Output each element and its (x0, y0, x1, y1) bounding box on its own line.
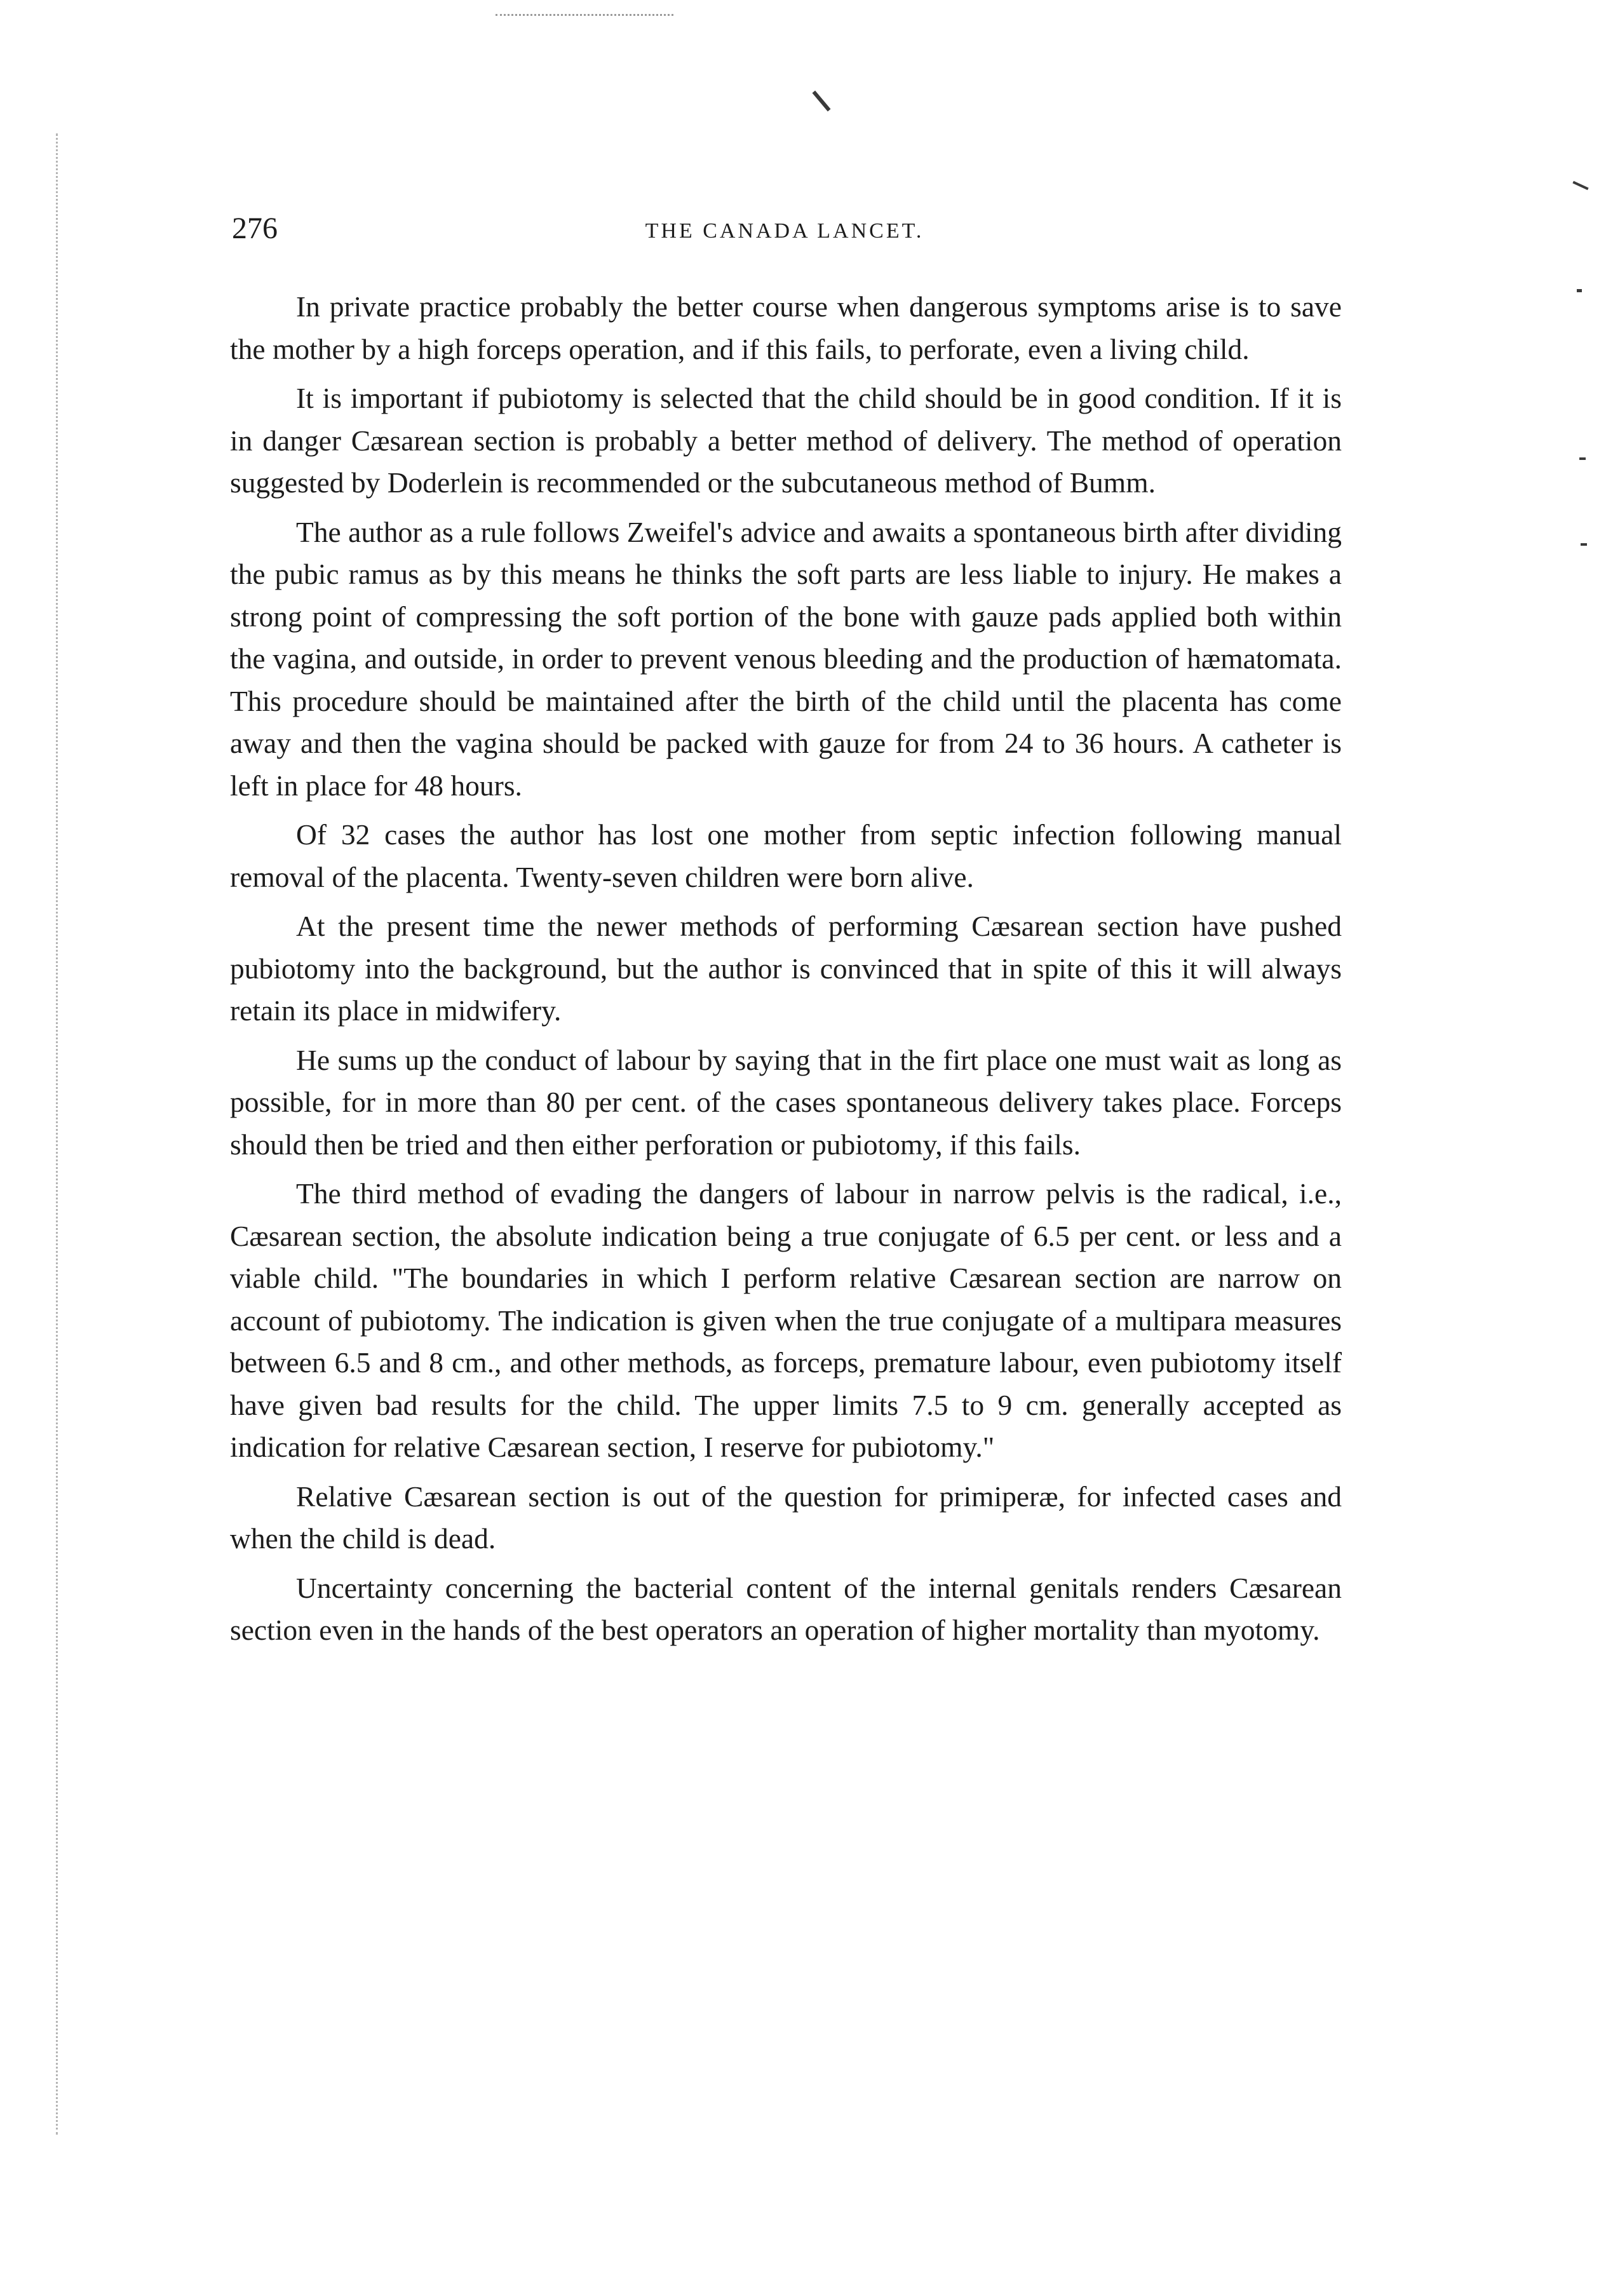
scan-mark (1579, 457, 1586, 460)
scan-mark (1581, 543, 1587, 546)
page-number: 276 (232, 212, 278, 245)
paragraph: The third method of evading the dangers of labour in narrow pelvis is the radical, i.e., Cæsarean section, the absolute indication being a true conjugate of 6.5 per cent. or less and a viable child. "The boundaries in which I perform relative Cæsarean section are narrow on account of pubiotomy. The indication is given when the true conjugate of a multipara measures between 6.5 and 8 cm., and other methods, as forceps, premature labour, even pubiotomy itself have given bad results for the child. The upper limits 7.5 to 9 cm. generally accepted as indication for relative Cæsarean section, I reserve for pubiotomy." (230, 1177, 1342, 1463)
paragraph: At the present time the newer methods of performing Cæsarean section have pushed pubiotomy into the background, but the author is convinced that in spite of this it will always retain its place in midwifery. (230, 910, 1342, 1027)
body-text (230, 286, 1342, 1652)
scan-mark (1577, 289, 1582, 292)
scan-mark (812, 91, 830, 112)
paragraph: The author as a rule follows Zweifel's advice and awaits a spontaneous birth after dividing the pubic ramus as by this means he thinks the soft parts are less liable to injury. He makes a strong point of compressing the soft portion of the bone with gauze pads applied both within the vagina, and outside, in order to prevent venous bleeding and the production of hæmatomata. This procedure should be maintained after the birth of the child until the placenta has come away and then the vagina should be packed with gauze for from 24 to 36 hours. A catheter is left in place for 48 hours. (230, 515, 1342, 802)
paragraph: In private practice probably the better course when dangerous symptoms arise is to save the mother by a high forceps operation, and if this fails, to perforate, even a living child. (230, 290, 1342, 365)
top-edge-artifact (496, 14, 673, 18)
paragraph: Relative Cæsarean section is out of the question for primiperæ, for infected cases and when the child is dead. (230, 1480, 1342, 1555)
paragraph: It is important if pubiotomy is selected that the child should be in good condition. If it is in danger Cæsarean section is probably a better method of delivery. The method of operation suggested by Doderlein is recommended or the subcutaneous method of Bumm. (230, 382, 1342, 499)
scan-mark (1572, 181, 1588, 191)
left-margin-artifact (56, 133, 63, 2135)
page-header (232, 210, 1337, 260)
paragraph: Of 32 cases the author has lost one mother from septic infection following manual removal of the placenta. Twenty-seven children were born alive. (230, 818, 1342, 893)
paragraph: He sums up the conduct of labour by saying that in the firt place one must wait as long as possible, for in more than 80 per cent. of the cases spontaneous delivery takes place. Forceps should then be tried and then either perforation or pubiotomy, if this fails. (230, 1043, 1342, 1161)
running-head: THE CANADA LANCET. (645, 219, 924, 243)
paragraph: Uncertainty concerning the bacterial content of the internal genitals renders Cæsarean section even in the hands of the best operators an operation of higher mortality than myotomy. (230, 1571, 1342, 1646)
